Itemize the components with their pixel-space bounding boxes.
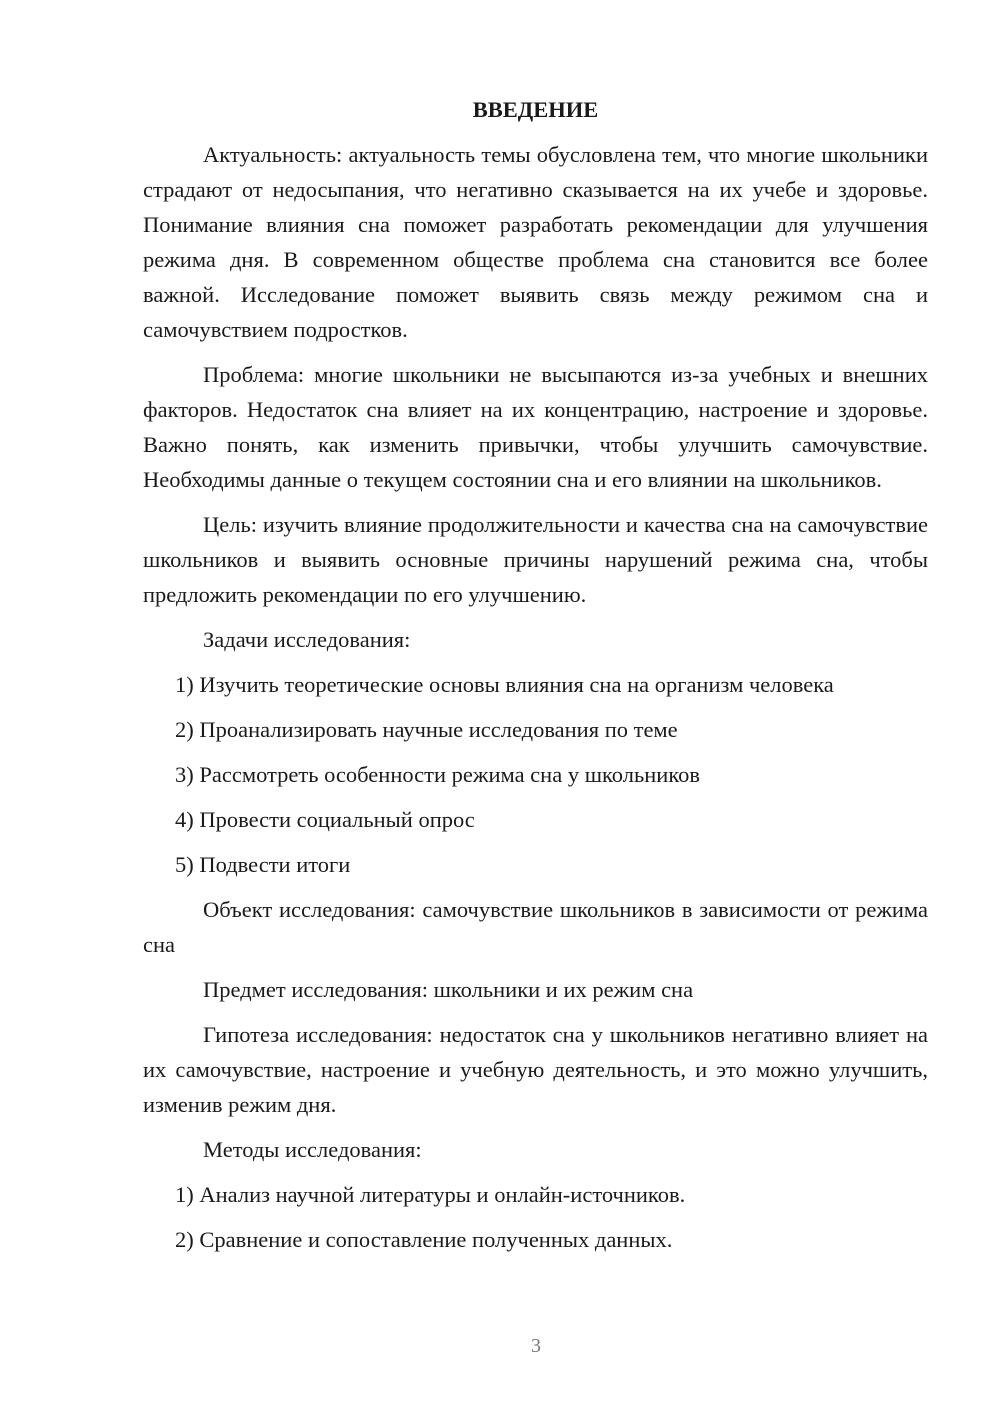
document-page <box>143 92 928 1267</box>
task-item-1: 1) Изучить теоретические основы влияния сна на организм человека <box>175 672 834 697</box>
section-title: ВВЕДЕНИЕ <box>472 97 599 122</box>
method-item-2: 2) Сравнение и сопоставление полученных данных. <box>175 1227 673 1252</box>
paragraph-object: Объект исследования: самочувствие школьников в зависимости от режима сна <box>143 897 928 957</box>
task-item-2: 2) Проанализировать научные исследования по теме <box>175 717 678 742</box>
paragraph-subject: Предмет исследования: школьники и их режим сна <box>203 977 694 1002</box>
task-item-3: 3) Рассмотреть особенности режима сна у школьников <box>175 762 700 787</box>
methods-heading: Методы исследования: <box>203 1137 422 1162</box>
paragraph-relevance: Актуальность: актуальность темы обусловлена тем, что многие школьники страдают от недосыпания, что негативно сказывается на их учебе и здоровье. Понимание влияния сна поможет разработать рекомендации для улучшения режима дня. В современном обществе проблема сна становится все более важной. Исследование поможет выявить связь между режимом сна и самочувствием подростков. <box>143 142 928 342</box>
page-number: 3 <box>531 1335 541 1357</box>
paragraph-hypothesis: Гипотеза исследования: недостаток сна у школьников негативно влияет на их самочувствие, настроение и учебную деятельность, и это можно улучшить, изменив режим дня. <box>143 1022 928 1117</box>
method-item-1: 1) Анализ научной литературы и онлайн-источников. <box>175 1182 686 1207</box>
paragraph-goal: Цель: изучить влияние продолжительности и качества сна на самочувствие школьников и выявить основные причины нарушений режима сна, чтобы предложить рекомендации по его улучшению. <box>143 512 928 607</box>
task-item-5: 5) Подвести итоги <box>175 852 351 877</box>
task-item-4: 4) Провести социальный опрос <box>175 807 475 832</box>
paragraph-problem: Проблема: многие школьники не высыпаются из-за учебных и внешних факторов. Недостаток сна влияет на их концентрацию, настроение и здоровье. Важно понять, как изменить привычки, чтобы улучшить самочувствие. Необходимы данные о текущем состоянии сна и его влиянии на школьников. <box>143 362 928 492</box>
tasks-heading: Задачи исследования: <box>203 627 411 652</box>
